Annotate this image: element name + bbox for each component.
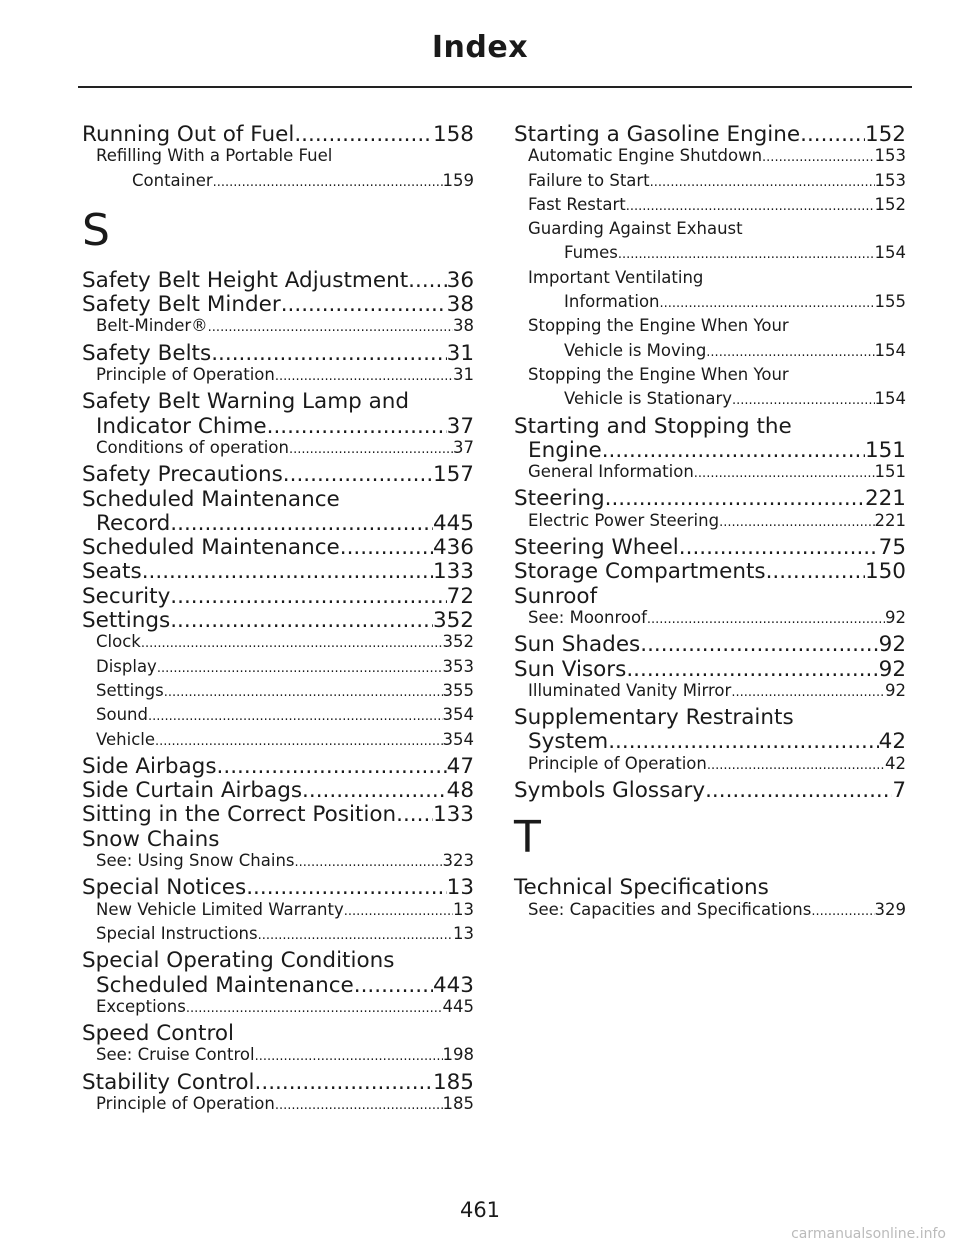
entry-label: Sound	[96, 707, 148, 725]
entry-label: Symbols Glossary	[514, 780, 706, 804]
index-entry	[82, 610, 474, 634]
page-reference: 92	[878, 634, 906, 658]
page-reference: 36	[446, 269, 474, 293]
dot-leader	[170, 513, 433, 535]
page-reference: 42	[885, 755, 906, 773]
index-subentry	[82, 634, 474, 658]
index-subentry	[514, 683, 906, 707]
dot-leader	[255, 1047, 443, 1064]
page-reference: 31	[453, 367, 474, 385]
header-divider	[78, 86, 912, 88]
index-subentry	[514, 610, 906, 634]
page-reference: 329	[874, 901, 906, 919]
index-entry	[514, 537, 906, 561]
entry-label: Settings	[82, 610, 171, 634]
index-subentry	[82, 902, 474, 926]
page-reference: 445	[432, 512, 474, 536]
entry-label: Automatic Engine Shutdown	[528, 148, 763, 166]
dot-leader	[208, 318, 453, 335]
entry-label: Principle of Operation	[528, 755, 707, 773]
index-subentry	[82, 707, 474, 731]
index-entry	[82, 343, 474, 367]
index-subentry	[82, 853, 474, 877]
page-reference: 133	[432, 561, 474, 585]
dot-leader	[732, 391, 875, 408]
dot-leader	[800, 124, 865, 146]
index-subentry	[514, 294, 906, 318]
index-heading: Safety Belt Warning Lamp and	[82, 389, 410, 415]
dot-leader	[706, 343, 874, 360]
index-subentry	[82, 1047, 474, 1071]
page-reference: 38	[446, 294, 474, 318]
page-reference: 185	[432, 1071, 474, 1095]
entry-label: Stability Control	[82, 1071, 255, 1095]
dot-leader	[211, 343, 446, 365]
entry-label: Indicator Chime	[96, 415, 267, 439]
dot-leader	[608, 731, 878, 753]
dot-leader	[605, 488, 865, 510]
entry-label: Special Notices	[82, 877, 247, 901]
dot-leader	[275, 367, 453, 384]
entry-label: Scheduled Maintenance	[82, 537, 340, 561]
dot-leader	[650, 173, 875, 190]
entry-label: Vehicle is Moving	[564, 342, 707, 360]
page-reference: 13	[453, 925, 474, 943]
entry-label: Conditions of operation	[96, 439, 289, 457]
page-reference: 352	[442, 634, 474, 652]
entry-label: Vehicle is Stationary	[564, 391, 732, 409]
page-reference: 72	[446, 585, 474, 609]
dot-leader	[283, 464, 433, 486]
dot-leader	[396, 804, 433, 826]
index-entry	[82, 513, 474, 537]
page-reference: 13	[453, 901, 474, 919]
index-subentry	[82, 1096, 474, 1120]
entry-label: Settings	[96, 682, 164, 700]
dot-leader	[170, 586, 446, 608]
entry-label: Security	[82, 585, 171, 609]
page-reference: 355	[442, 682, 474, 700]
page-reference: 221	[874, 512, 906, 530]
entry-label: Side Airbags	[82, 755, 217, 779]
entry-label: Sun Shades	[514, 634, 641, 658]
entry-label: Safety Belts	[82, 342, 212, 366]
index-entry	[82, 1072, 474, 1096]
dot-leader	[141, 634, 443, 651]
section-letter: S	[82, 204, 110, 256]
index-subentry: Refilling With a Portable Fuel	[96, 146, 333, 166]
entry-label: See: Moonroof	[528, 609, 647, 627]
index-subentry	[514, 464, 906, 488]
index-column-right	[514, 124, 906, 926]
page-reference: 151	[874, 464, 906, 482]
index-heading: Special Operating Conditions	[82, 948, 395, 974]
page-reference: 323	[442, 853, 474, 871]
index-entry	[82, 975, 474, 999]
index-subentry	[82, 440, 474, 464]
dot-leader	[170, 610, 433, 632]
entry-label: Belt-Minder®	[96, 318, 208, 336]
index-subentry: Important Ventilating	[528, 267, 704, 287]
dot-leader	[142, 561, 433, 583]
index-subentry	[514, 245, 906, 269]
index-heading: Supplementary Restraints	[514, 705, 794, 731]
index-subentry	[514, 173, 906, 197]
page-reference: 150	[864, 561, 906, 585]
page-reference: 159	[442, 172, 474, 190]
index-subentry: Guarding Against Exhaust	[528, 219, 743, 239]
dot-leader	[255, 1072, 433, 1094]
index-entry	[82, 780, 474, 804]
index-heading: Technical Specifications	[514, 875, 769, 901]
entry-label: Side Curtain Airbags	[82, 780, 303, 804]
entry-label: Information	[564, 294, 660, 312]
dot-leader	[647, 610, 885, 627]
entry-label: Starting a Gasoline Engine	[514, 124, 801, 147]
index-heading: Snow Chains	[82, 826, 220, 852]
entry-label: Failure to Start	[528, 172, 650, 190]
entry-label: Record	[96, 512, 171, 536]
index-entry	[514, 731, 906, 755]
index-subentry	[514, 391, 906, 415]
page-reference: 152	[864, 124, 906, 147]
entry-label: Container	[132, 172, 213, 190]
entry-label: Clock	[96, 634, 141, 652]
entry-label: Fast Restart	[528, 196, 626, 214]
index-subentry	[82, 926, 474, 950]
entry-label: See: Cruise Control	[96, 1047, 255, 1065]
dot-leader	[679, 537, 879, 559]
dot-leader	[707, 756, 885, 773]
page-reference: 354	[442, 707, 474, 725]
dot-leader	[408, 270, 446, 292]
entry-label: Engine	[528, 439, 602, 463]
dot-leader	[731, 683, 885, 700]
page-reference: 152	[874, 196, 906, 214]
dot-leader	[766, 561, 865, 583]
page-title: Index	[431, 30, 529, 65]
entry-label: Safety Belt Minder	[82, 294, 281, 318]
entry-label: Display	[96, 658, 157, 676]
dot-leader	[640, 634, 878, 656]
index-subentry: Stopping the Engine When Your	[528, 364, 789, 384]
page-reference: 153	[874, 172, 906, 190]
index-subentry	[514, 343, 906, 367]
entry-label: Special Instructions	[96, 925, 258, 943]
dot-leader	[157, 659, 443, 676]
entry-label: Safety Belt Height Adjustment	[82, 269, 409, 293]
index-entry	[82, 561, 474, 585]
page-reference: 133	[432, 804, 474, 828]
page-reference: 154	[874, 391, 906, 409]
dot-leader	[295, 853, 443, 870]
index-entry	[82, 464, 474, 488]
page-reference: 198	[442, 1047, 474, 1065]
entry-label: Electric Power Steering	[528, 512, 720, 530]
index-entry	[514, 440, 906, 464]
page-reference: 92	[885, 682, 906, 700]
index-subentry	[82, 999, 474, 1023]
entry-label: Scheduled Maintenance	[96, 974, 354, 998]
page-reference: 92	[878, 658, 906, 682]
index-column-left	[82, 124, 474, 1120]
dot-leader	[626, 197, 875, 214]
index-subentry	[82, 173, 474, 197]
entry-label: Seats	[82, 561, 142, 585]
dot-leader	[660, 294, 875, 311]
index-entry	[82, 124, 474, 148]
entry-label: Vehicle	[96, 731, 156, 749]
entry-label: See: Capacities and Specifications	[528, 901, 812, 919]
index-heading: Speed Control	[82, 1021, 234, 1047]
index-subentry	[82, 732, 474, 756]
page-reference: 47	[446, 755, 474, 779]
index-entry	[514, 659, 906, 683]
dot-leader	[258, 926, 453, 943]
page-reference: 153	[874, 148, 906, 166]
section-letter: T	[514, 812, 541, 864]
page-reference: 354	[442, 731, 474, 749]
page-reference: 38	[453, 318, 474, 336]
page-reference: 154	[874, 245, 906, 263]
dot-leader	[602, 440, 865, 462]
page-reference: 31	[446, 342, 474, 366]
index-entry	[514, 634, 906, 658]
index-subentry	[514, 902, 906, 926]
page-reference: 37	[446, 415, 474, 439]
dot-leader	[294, 124, 433, 146]
dot-leader	[811, 902, 874, 919]
page-reference: 48	[446, 780, 474, 804]
index-subentry	[514, 197, 906, 221]
page-reference: 75	[878, 537, 906, 561]
dot-leader	[281, 294, 447, 316]
dot-leader	[213, 173, 443, 190]
dot-leader	[302, 780, 447, 802]
dot-leader	[275, 1096, 443, 1113]
page-reference: 157	[432, 464, 474, 488]
dot-leader	[340, 537, 433, 559]
entry-label: Principle of Operation	[96, 1095, 275, 1113]
watermark: carmanualsonline.info	[791, 1226, 946, 1242]
dot-leader	[626, 659, 878, 681]
index-entry	[82, 586, 474, 610]
entry-label: Sun Visors	[514, 658, 627, 682]
page-reference: 155	[874, 294, 906, 312]
page-reference: 436	[432, 537, 474, 561]
dot-leader	[246, 877, 446, 899]
index-subentry	[82, 367, 474, 391]
index-entry	[82, 804, 474, 828]
entry-label: Running Out of Fuel	[82, 124, 295, 147]
page-reference: 445	[442, 998, 474, 1016]
index-subentry: Stopping the Engine When Your	[528, 316, 789, 336]
index-entry	[82, 270, 474, 294]
page-reference: 92	[885, 609, 906, 627]
page-reference: 42	[878, 731, 906, 755]
entry-label: Illuminated Vanity Mirror	[528, 682, 732, 700]
dot-leader	[762, 148, 874, 165]
entry-label: Steering Wheel	[514, 537, 679, 561]
index-subentry	[82, 683, 474, 707]
index-heading: Starting and Stopping the	[514, 413, 792, 439]
dot-leader	[705, 780, 892, 802]
entry-label: New Vehicle Limited Warranty	[96, 901, 344, 919]
entry-label: Sitting in the Correct Position	[82, 804, 397, 828]
entry-label: Steering	[514, 488, 605, 512]
dot-leader	[719, 513, 874, 530]
index-subentry	[82, 318, 474, 342]
page-reference: 37	[453, 439, 474, 457]
index-entry	[82, 416, 474, 440]
page-reference: 7	[892, 780, 906, 804]
page-reference: 221	[864, 488, 906, 512]
dot-leader	[217, 756, 447, 778]
page-reference: 151	[864, 439, 906, 463]
index-entry	[514, 488, 906, 512]
page-reference: 353	[442, 658, 474, 676]
index-entry	[82, 294, 474, 318]
index-entry	[82, 537, 474, 561]
index-heading: Scheduled Maintenance	[82, 486, 340, 512]
index-subentry	[514, 513, 906, 537]
entry-label: Safety Precautions	[82, 464, 283, 488]
dot-leader	[186, 999, 443, 1016]
entry-label: See: Using Snow Chains	[96, 853, 295, 871]
page-reference: 158	[432, 124, 474, 147]
index-subentry	[514, 756, 906, 780]
page-reference: 154	[874, 342, 906, 360]
entry-label: Principle of Operation	[96, 367, 275, 385]
page-reference: 352	[432, 610, 474, 634]
entry-label: Exceptions	[96, 998, 186, 1016]
entry-label: Fumes	[564, 245, 618, 263]
page-reference: 13	[446, 877, 474, 901]
dot-leader	[694, 464, 875, 481]
dot-leader	[354, 975, 433, 997]
dot-leader	[164, 683, 443, 700]
dot-leader	[148, 707, 443, 724]
entry-label: General Information	[528, 464, 694, 482]
page-number: 461	[459, 1198, 501, 1222]
index-subentry	[82, 659, 474, 683]
dot-leader	[344, 902, 453, 919]
dot-leader	[289, 440, 453, 457]
dot-leader	[267, 416, 447, 438]
page-reference: 443	[432, 974, 474, 998]
index-entry	[514, 124, 906, 148]
entry-label: System	[528, 731, 609, 755]
dot-leader	[155, 732, 442, 749]
index-entry	[514, 561, 906, 585]
dot-leader	[618, 245, 875, 262]
index-entry	[514, 780, 906, 804]
index-heading: Sunroof	[514, 583, 598, 609]
page-reference: 185	[442, 1095, 474, 1113]
index-subentry	[514, 148, 906, 172]
index-entry	[82, 877, 474, 901]
entry-label: Storage Compartments	[514, 561, 766, 585]
index-entry	[82, 756, 474, 780]
